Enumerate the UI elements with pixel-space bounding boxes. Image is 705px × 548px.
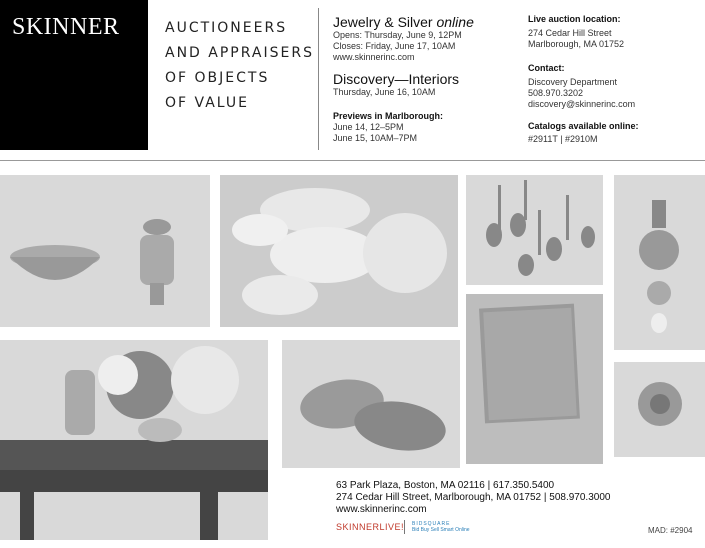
- previews-line: June 14, 12–5PM: [333, 122, 404, 132]
- pendant-photo: [614, 175, 705, 350]
- spoons-photo: [466, 175, 603, 285]
- location-line: Marlborough, MA 01752: [528, 39, 625, 49]
- tagline: [165, 16, 315, 116]
- address-line: 63 Park Plaza, Boston, MA 02116 | 617.350.5400: [336, 480, 555, 491]
- previews-line: June 15, 10AM–7PM: [333, 133, 418, 143]
- ring-photo: [614, 362, 705, 457]
- previews-label: Previews in Marlborough:: [333, 111, 444, 121]
- tea-table-photo: [0, 340, 268, 540]
- contact-email[interactable]: discovery@skinnerinc.com: [528, 99, 636, 109]
- sale-info: [333, 14, 518, 144]
- sale1-line: Closes: Friday, June 17, 10AM: [333, 41, 456, 51]
- address-line: 274 Cedar Hill Street, Marlborough, MA 01752 | 508.970.3000: [336, 492, 611, 503]
- bidsquare-tagline: Bid Buy Sell Smart Online: [412, 527, 470, 533]
- contact-phone: 508.970.3202: [528, 88, 584, 98]
- sale1-line: Opens: Thursday, June 9, 12PM: [333, 30, 462, 40]
- contact-info: [528, 14, 703, 145]
- sale2-title: Discovery—Interiors: [333, 71, 460, 87]
- moccasins-photo: [282, 340, 460, 468]
- skinnerlive-logo: SKINNERLIVE!: [336, 522, 405, 532]
- bidsquare-name: BIDSQUARE: [412, 521, 451, 527]
- catalogs-value: #2911T | #2910M: [528, 134, 598, 144]
- bidsquare-logo: [412, 521, 470, 533]
- address-block: [336, 480, 636, 516]
- header-rule: [0, 160, 705, 161]
- contact-line: Discovery Department: [528, 77, 618, 87]
- catalogs-label: Catalogs available online:: [528, 121, 639, 131]
- website-link[interactable]: www.skinnerinc.com: [336, 504, 427, 515]
- footer-divider: [404, 520, 405, 534]
- silver-bowl-urn-photo: [0, 175, 210, 327]
- platters-photo: [220, 175, 458, 327]
- location-label: Live auction location:: [528, 14, 621, 24]
- tagline-line: OF VALUE: [165, 95, 249, 111]
- contact-label: Contact:: [528, 63, 565, 73]
- sale2-date: Thursday, June 16, 10AM: [333, 87, 436, 97]
- tagline-line: OF OBJECTS: [165, 70, 270, 86]
- tagline-line: AND APPRAISERS: [165, 45, 314, 61]
- divider: [318, 8, 319, 150]
- location-line: 274 Cedar Hill Street: [528, 28, 612, 38]
- tagline-line: AUCTIONEERS: [165, 20, 288, 36]
- ad-code: MAD: #2904: [648, 526, 693, 535]
- sale1-url[interactable]: www.skinnerinc.com: [333, 52, 415, 62]
- sale1-title: Jewelry & Silver online: [333, 14, 474, 30]
- book-fabric-photo: [466, 294, 603, 464]
- brand-logo: SKINNER: [12, 14, 120, 40]
